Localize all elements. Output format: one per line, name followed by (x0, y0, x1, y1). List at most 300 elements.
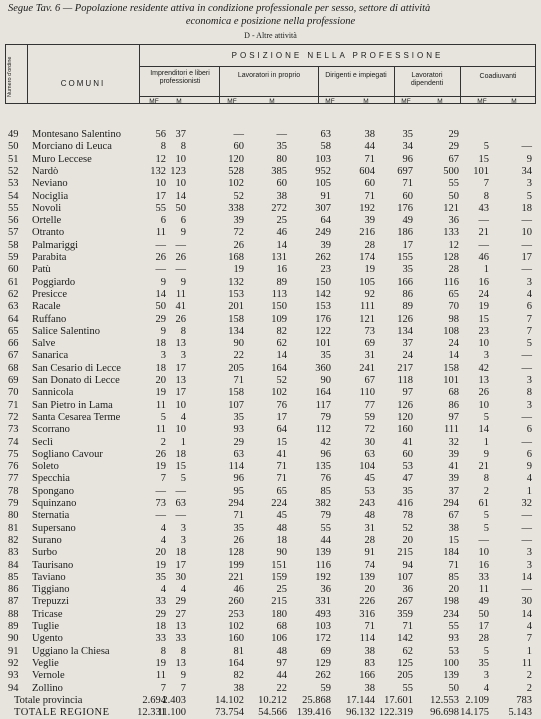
row-number: 81 (8, 522, 19, 534)
cell-value: 234 (443, 608, 459, 620)
cell-value: 19 (478, 301, 489, 313)
cell-value: 26 (155, 252, 166, 263)
cell-value: 60 (233, 141, 244, 153)
cell-value: 112 (315, 424, 331, 436)
row-number: 64 (8, 313, 19, 325)
cell-value: 8 (483, 190, 489, 202)
row-number: 59 (8, 252, 19, 263)
table-row (0, 449, 541, 461)
cell-value: 9 (180, 227, 186, 239)
cell-value: 3 (180, 522, 186, 534)
cell-value: 142 (397, 633, 413, 645)
comune-name: Sogliano Cavour (32, 448, 103, 460)
cell-value: — (521, 436, 532, 448)
cell-value: 153 (228, 288, 244, 300)
cell-value: 24 (448, 338, 459, 350)
table-row (0, 523, 541, 535)
divider (139, 66, 536, 67)
cell-value: 294 (228, 498, 244, 509)
comune-name: Patù (32, 264, 51, 276)
comune-name: Sannicola (32, 387, 74, 399)
cell-value: 164 (315, 387, 331, 399)
comune-name: Squinzano (32, 498, 77, 509)
cell-value: 105 (359, 276, 375, 288)
cell-value: 102 (228, 178, 244, 190)
cell-value: 19 (155, 657, 166, 669)
cell-value: 56 (155, 129, 166, 140)
group-header: Coadiuvanti (479, 73, 517, 80)
cell-value: 139 (315, 547, 331, 559)
cell-value: 331 (315, 596, 331, 608)
row-number: 82 (8, 534, 19, 546)
cell-value: 44 (364, 141, 375, 153)
cell-value: 604 (359, 165, 375, 177)
cell-value: 103 (315, 153, 331, 165)
cell-value: 3 (483, 670, 489, 682)
cell-value: 11 (521, 657, 532, 669)
posizione-header: POSIZIONE NELLA PROFESSIONE (231, 51, 444, 60)
cell-value: 17.144 (346, 694, 375, 706)
cell-value: 139 (359, 571, 375, 583)
cell-value: 267 (397, 596, 413, 608)
cell-value: 61 (478, 498, 489, 509)
cell-value: 17 (175, 362, 186, 374)
cell-value: 38 (364, 129, 375, 140)
cell-value: 31 (364, 350, 375, 362)
table-row (0, 289, 541, 301)
cell-value: 125 (397, 657, 413, 669)
cell-value: — (155, 239, 166, 251)
cell-value: 97 (448, 411, 459, 423)
cell-value: 74 (364, 559, 375, 571)
divider (27, 44, 28, 104)
comune-name: Vernole (32, 670, 65, 682)
cell-value: 11 (175, 288, 186, 300)
row-number: 93 (8, 670, 19, 682)
caption-line-3: D - Altre attività (244, 31, 297, 40)
cell-value: 55 (448, 621, 459, 632)
cell-value: 4 (526, 288, 532, 300)
cell-value: 952 (315, 165, 331, 177)
cell-value: 3 (526, 559, 532, 571)
cell-value: 5 (526, 338, 532, 350)
cell-value: 25 (276, 584, 287, 596)
cell-value: 49 (478, 596, 489, 608)
cell-value: 39 (233, 215, 244, 227)
cell-value: 35 (155, 571, 166, 583)
cell-value: 19 (233, 264, 244, 276)
comune-name: Parabita (32, 252, 67, 263)
cell-value: 71 (402, 178, 413, 190)
cell-value: 62 (402, 645, 413, 657)
cell-value: 27 (175, 608, 186, 620)
comune-name: Salve (32, 338, 56, 350)
table-row (0, 560, 541, 572)
caption-line-2: economica e posizione nella professione (185, 16, 356, 27)
cell-value: 71 (276, 461, 287, 473)
cell-value: — (478, 534, 489, 546)
cell-value: — (521, 350, 532, 362)
cell-value: 9 (526, 153, 532, 165)
cell-value: 72 (364, 424, 375, 436)
row-number: 56 (8, 215, 19, 227)
comune-name: Santa Cesarea Terme (32, 411, 121, 423)
table-row (0, 510, 541, 522)
comune-name: Tuglie (32, 621, 60, 632)
cell-value: 102 (228, 621, 244, 632)
cell-value: 48 (276, 522, 287, 534)
cell-value: 14 (521, 608, 532, 620)
cell-value: 71 (402, 621, 413, 632)
row-number: 66 (8, 338, 19, 350)
cell-value: 14 (276, 239, 287, 251)
comune-name: Taurisano (32, 559, 74, 571)
cell-value: 96.132 (346, 707, 375, 719)
comune-name: Racale (32, 301, 61, 313)
cell-value: 4 (526, 621, 532, 632)
cell-value: 9 (180, 276, 186, 288)
cell-value: 33 (478, 571, 489, 583)
cell-value: 7 (160, 682, 166, 694)
table-row (0, 670, 541, 682)
cell-value: 90 (320, 375, 331, 386)
cell-value: 5 (483, 522, 489, 534)
cell-value: 17 (402, 239, 413, 251)
cell-value: 93 (448, 633, 459, 645)
row-number: 73 (8, 424, 19, 436)
cell-value: 114 (359, 633, 375, 645)
comune-name: TOTALE REGIONE (14, 707, 110, 719)
row-number: 58 (8, 239, 19, 251)
cell-value: 31 (364, 522, 375, 534)
row-number: 85 (8, 571, 19, 583)
cell-value: 4 (160, 584, 166, 596)
cell-value: 9 (180, 670, 186, 682)
row-number: 84 (8, 559, 19, 571)
cell-value: 29 (155, 313, 166, 325)
cell-value: 10 (175, 399, 186, 411)
cell-value: 14.102 (215, 694, 244, 706)
cell-value: 4 (180, 411, 186, 423)
table-row (0, 301, 541, 313)
cell-value: 92 (364, 288, 375, 300)
row-number: 80 (8, 510, 19, 522)
cell-value: 18 (175, 547, 186, 559)
table-row (0, 166, 541, 178)
cell-value: 96.698 (430, 707, 459, 719)
cell-value: 48 (276, 645, 287, 657)
cell-value: 82 (276, 325, 287, 337)
table-row (0, 240, 541, 252)
cell-value: 26 (155, 448, 166, 460)
cell-value: 45 (364, 473, 375, 485)
cell-value: 50 (478, 608, 489, 620)
cell-value: 98 (448, 313, 459, 325)
cell-value: 78 (402, 510, 413, 522)
cell-value: 71 (276, 473, 287, 485)
cell-value: — (175, 510, 186, 522)
cell-value: 126 (397, 313, 413, 325)
table-row (0, 584, 541, 596)
cell-value: 104 (359, 461, 375, 473)
cell-value: 8 (180, 645, 186, 657)
m-subheader: M (511, 98, 517, 105)
cell-value: 176 (397, 202, 413, 214)
cell-value: 122.319 (378, 707, 413, 719)
table-row (0, 437, 541, 449)
cell-value: 29 (155, 608, 166, 620)
cell-value: 41 (448, 461, 459, 473)
cell-value: 29 (448, 129, 459, 140)
cell-value: 22 (233, 350, 244, 362)
cell-value: 38 (276, 190, 287, 202)
cell-value: 12 (155, 153, 166, 165)
cell-value: 20 (364, 584, 375, 596)
cell-value: 133 (443, 227, 459, 239)
cell-value: 121 (359, 313, 375, 325)
comune-name: Surano (32, 534, 62, 546)
comune-name: Ruffano (32, 313, 67, 325)
cell-value: — (478, 215, 489, 227)
cell-value: 26 (175, 313, 186, 325)
row-number: 90 (8, 633, 19, 645)
cell-value: 63 (364, 448, 375, 460)
row-number: 70 (8, 387, 19, 399)
cell-value: — (155, 485, 166, 497)
table-row (0, 227, 541, 239)
cell-value: 128 (228, 547, 244, 559)
cell-value: 253 (228, 608, 244, 620)
table-row (0, 215, 541, 227)
row-number: 67 (8, 350, 19, 362)
cell-value: 199 (228, 559, 244, 571)
cell-value: 116 (315, 559, 331, 571)
cell-value: 272 (271, 202, 287, 214)
cell-value: 68 (448, 387, 459, 399)
row-number: 94 (8, 682, 19, 694)
cell-value: 12 (448, 239, 459, 251)
cell-value: 16 (478, 559, 489, 571)
cell-value: 14 (155, 288, 166, 300)
cell-value: 20 (448, 584, 459, 596)
cell-value: 129 (315, 657, 331, 669)
cell-value: 11 (155, 424, 166, 436)
caption-line-1: Segue Tav. 6 — Popolazione residente attiva in condizione professionale per sesso, settore di attività (8, 3, 431, 14)
cell-value: 65 (448, 288, 459, 300)
cell-value: 13 (175, 338, 186, 350)
cell-value: 150 (271, 301, 287, 313)
cell-value: — (521, 239, 532, 251)
cell-value: 12.331 (137, 707, 166, 719)
cell-value: 19 (364, 264, 375, 276)
cell-value: 262 (315, 670, 331, 682)
cell-value: 174 (359, 252, 375, 263)
comune-name: Tiggiano (32, 584, 70, 596)
cell-value: 50 (155, 301, 166, 313)
cell-value: 107 (397, 571, 413, 583)
cell-value: 44 (276, 670, 287, 682)
cell-value: 50 (175, 202, 186, 214)
comune-name: Neviano (32, 178, 68, 190)
row-number: 57 (8, 227, 19, 239)
cell-value: 54.566 (258, 707, 287, 719)
cell-value: 16 (478, 276, 489, 288)
cell-value: 100 (443, 657, 459, 669)
cell-value: 38 (364, 645, 375, 657)
cell-value: 49 (402, 215, 413, 227)
cell-value: — (521, 411, 532, 423)
cell-value: 17 (175, 559, 186, 571)
cell-value: 60 (402, 448, 413, 460)
table-row (0, 424, 541, 436)
comune-name: Scorrano (32, 424, 70, 436)
cell-value: 168 (228, 252, 244, 263)
cell-value: 28 (364, 534, 375, 546)
cell-value: — (521, 584, 532, 596)
cell-value: 14.175 (460, 707, 489, 719)
comune-name: Tricase (32, 608, 63, 620)
cell-value: 29 (233, 436, 244, 448)
cell-value: 34 (402, 141, 413, 153)
cell-value: 28 (478, 633, 489, 645)
comune-name: Taviano (32, 571, 66, 583)
cell-value: 41 (402, 436, 413, 448)
cell-value: 76 (320, 473, 331, 485)
table-row (0, 412, 541, 424)
cell-value: — (155, 264, 166, 276)
cell-value: 2.109 (465, 694, 489, 706)
row-number: 49 (8, 129, 19, 140)
table-row (0, 277, 541, 289)
cell-value: 316 (359, 608, 375, 620)
cell-value: 76 (276, 399, 287, 411)
cell-value: 53 (402, 461, 413, 473)
cell-value: 9 (160, 325, 166, 337)
cell-value: 42 (478, 362, 489, 374)
cell-value: 10 (175, 153, 186, 165)
cell-value: 83 (364, 657, 375, 669)
table-row (0, 178, 541, 190)
cell-value: 35 (402, 264, 413, 276)
m-subheader: M (437, 98, 443, 105)
cell-value: — (521, 362, 532, 374)
cell-value: 198 (443, 596, 459, 608)
cell-value: 70 (448, 301, 459, 313)
cell-value: 23 (478, 325, 489, 337)
cell-value: — (175, 485, 186, 497)
table-row (0, 707, 541, 719)
cell-value: 79 (320, 510, 331, 522)
cell-value: 134 (397, 325, 413, 337)
cell-value: 11 (478, 584, 489, 596)
group-header: Dirigenti e impiegati (325, 72, 387, 79)
cell-value: 215 (397, 547, 413, 559)
cell-value: 38 (448, 522, 459, 534)
cell-value: 111 (360, 301, 375, 313)
table-row (0, 141, 541, 153)
cell-value: 135 (315, 461, 331, 473)
cell-value: 64 (276, 424, 287, 436)
cell-value: 697 (397, 165, 413, 177)
cell-value: 12.553 (430, 694, 459, 706)
cell-value: 50 (448, 682, 459, 694)
cell-value: 6 (526, 301, 532, 313)
cell-value: 60 (364, 178, 375, 190)
cell-value: — (233, 129, 244, 140)
cell-value: 3 (526, 276, 532, 288)
comune-name: Seclì (32, 436, 53, 448)
cell-value: 39 (320, 239, 331, 251)
cell-value: 58 (320, 141, 331, 153)
m-subheader: M (363, 98, 369, 105)
cell-value: 17 (521, 252, 532, 263)
comune-name: Salice Salentino (32, 325, 100, 337)
cell-value: 46 (276, 227, 287, 239)
cell-value: 64 (320, 215, 331, 227)
cell-value: 63 (233, 448, 244, 460)
cell-value: 126 (397, 399, 413, 411)
cell-value: 93 (233, 424, 244, 436)
cell-value: 14 (448, 350, 459, 362)
cell-value: 16 (276, 264, 287, 276)
cell-value: 35 (233, 411, 244, 423)
cell-value: 15 (478, 313, 489, 325)
row-number: 77 (8, 473, 19, 485)
mf-subheader: MF (325, 98, 335, 105)
cell-value: 69 (364, 338, 375, 350)
cell-value: 18 (155, 621, 166, 632)
cell-value: 139 (443, 670, 459, 682)
cell-value: 45 (276, 510, 287, 522)
cell-value: 500 (443, 165, 459, 177)
row-number: 51 (8, 153, 19, 165)
cell-value: 359 (397, 608, 413, 620)
cell-value: 10.212 (258, 694, 287, 706)
cell-value: 10 (175, 424, 186, 436)
cell-value: — (276, 129, 287, 140)
cell-value: 15 (175, 461, 186, 473)
cell-value: 217 (397, 362, 413, 374)
cell-value: 24 (478, 288, 489, 300)
table-row (0, 683, 541, 695)
row-number: 52 (8, 165, 19, 177)
cell-value: 80 (276, 153, 287, 165)
comuni-header: COMUNI (60, 79, 106, 88)
row-number: 83 (8, 547, 19, 559)
cell-value: 7 (526, 325, 532, 337)
row-number: 62 (8, 288, 19, 300)
cell-value: 8 (180, 325, 186, 337)
cell-value: 89 (402, 301, 413, 313)
cell-value: 41 (175, 301, 186, 313)
table-row (0, 191, 541, 203)
row-number: 61 (8, 276, 19, 288)
cell-value: 20 (402, 534, 413, 546)
cell-value: 7 (526, 313, 532, 325)
cell-value: 55 (155, 202, 166, 214)
cell-value: 2 (526, 682, 532, 694)
cell-value: 59 (364, 411, 375, 423)
group-header: Lavoratori in proprio (237, 72, 301, 79)
cell-value: 90 (276, 547, 287, 559)
cell-value: 41 (276, 448, 287, 460)
table-row (0, 646, 541, 658)
cell-value: 30 (364, 436, 375, 448)
cell-value: 13 (175, 657, 186, 669)
row-number: 76 (8, 461, 19, 473)
cell-value: 102 (271, 387, 287, 399)
cell-value: 5 (483, 510, 489, 522)
